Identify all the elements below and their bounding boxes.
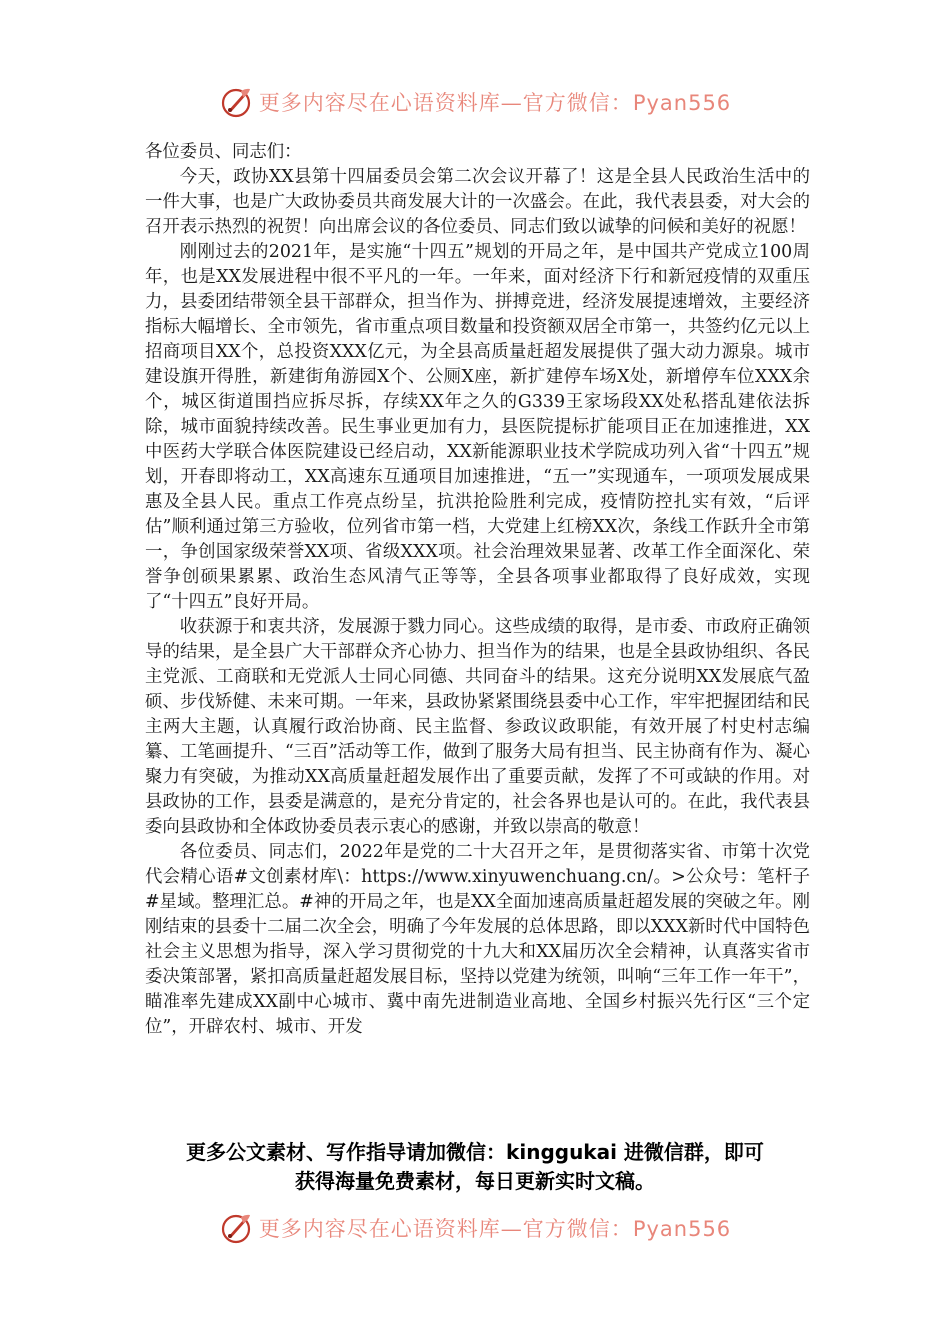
quill-logo-icon — [219, 1211, 253, 1245]
paragraph: 刚刚过去的2021年，是实施“十四五”规划的开局之年，是中国共产党成立100周年，也是XX发展进程中很不平凡的一年。一年来，面对经济下行和新冠疫情的双重压力，县委团结带领全县干部群众，担当作为、拼搏竞进，经济发展提速增效，主要经济指标大幅增长、全市领先，省市重点项目数量和投资额双居全市第一，共签约亿元以上招商项目XX个，总投资XXX亿元，为全县高质量赶超发展提供了强大动力源泉。城市建设旗开得胜，新建街角游园X个、公厕X座，新扩建停车场X处，新增停车位XXX余个，城区街道围挡应拆尽拆，存续XX年之久的G339王家场段XX处私搭乱建依法拆除，城市面貌持续改善。民生事业更加有力，县医院提标扩能项目正在加速推进，XX中医药大学联合体医院建设已经启动，XX新能源职业技术学院成功列入省“十四五”规划，开春即将动工，XX高速东互通项目加速推进，“五一”实现通车，一项项发展成果惠及全县人民。重点工作亮点纷呈，抗洪抢险胜利完成，疫情防控扎实有效，“后评估”顺利通过第三方验收，位列省市第一档，大党建上红榜XX次，条线工作跃升全市第一，争创国家级荣誉XX项、省级XXX项。社会治理效果显著、改革工作全面深化、荣誉争创硕果累累、政治生态风清气正等等，全县各项事业都取得了良好成效，实现了“十四五”良好开局。 — [145, 242, 810, 612]
paragraph: 今天，政协XX县第十四届委员会第二次会议开幕了！这是全县人民政治生活中的一件大事，也是广大政协委员共商发展大计的一次盛会。在此，我代表县委，对大会的召开表示热烈的祝贺！向出席会议的各位委员、同志们致以诚挚的问候和美好的祝愿！ — [145, 167, 810, 237]
header-watermark — [0, 82, 950, 122]
document-body — [145, 140, 810, 1118]
promo-line: 更多公文素材、写作指导请加微信：kinggukai 进微信群，即可 — [186, 1140, 764, 1164]
watermark-text: 更多内容尽在心语资料库—官方微信：Pyan556 — [258, 91, 732, 115]
footer-watermark — [0, 1208, 950, 1248]
promo-notice — [120, 1138, 830, 1196]
paragraph: 各位委员、同志们，2022年是党的二十大召开之年，是贯彻落实省、市第十次党代会精心语#文创素材库\：https://www.xinyuwenchuang.cn/。>公众号：笔杆子#星域。整理汇总。#神的开局之年，也是XX全面加速高质量赶超发展的突破之年。刚刚结束的县委十二届二次全会，明确了今年发展的总体思路，即以XXX新时代中国特色社会主义思想为指导，深入学习贯彻党的十九大和XX届历次全会精神，认真落实省市委决策部署，紧扣高质量赶超发展目标，坚持以党建为统领，叫响“三年工作一年干”，瞄准率先建成XX副中心城市、冀中南先进制造业高地、全国乡村振兴先行区“三个定位”，开辟农村、城市、开发 — [145, 842, 810, 1037]
salutation: 各位委员、同志们： — [145, 142, 302, 162]
quill-logo-icon — [219, 85, 253, 119]
promo-line: 获得海量免费素材，每日更新实时文稿。 — [295, 1169, 655, 1193]
paragraph: 收获源于和衷共济，发展源于戮力同心。这些成绩的取得，是市委、市政府正确领导的结果，是全县广大干部群众齐心协力、担当作为的结果，也是全县政协组织、各民主党派、工商联和无党派人士同心同德、共同奋斗的结果。这充分说明XX发展底气盈硕、步伐矫健、未来可期。一年来，县政协紧紧围绕县委中心工作，牢牢把握团结和民主两大主题，认真履行政治协商、民主监督、参政议政职能，有效开展了村史村志编纂、工笔画提升、“三百”活动等工作，做到了服务大局有担当、民主协商有作为、凝心聚力有突破，为推动XX高质量赶超发展作出了重要贡献，发挥了不可或缺的作用。对县政协的工作，县委是满意的，是充分肯定的，社会各界也是认可的。在此，我代表县委向县政协和全体政协委员表示衷心的感谢，并致以崇高的敬意！ — [145, 617, 810, 837]
watermark-text: 更多内容尽在心语资料库—官方微信：Pyan556 — [258, 1217, 732, 1241]
